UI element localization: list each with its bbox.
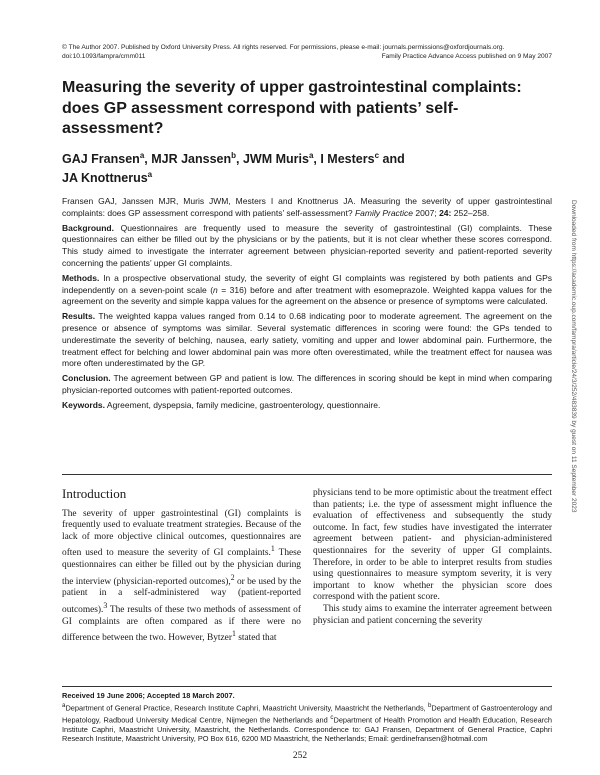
citation-pages: 252–258.	[453, 207, 490, 218]
body-column-left	[62, 488, 301, 645]
citation-volume: 24:	[439, 207, 452, 218]
author-affiliation-mark: a	[308, 151, 314, 160]
advance-access-note: Family Practice Advance Access published on 9 May 2007	[381, 53, 552, 60]
author-affiliation-mark: a	[147, 170, 153, 180]
section-heading: Introduction	[62, 486, 127, 501]
paragraph	[62, 509, 301, 645]
affiliation-mark: a	[62, 701, 66, 709]
reference-mark[interactable]: 2	[230, 572, 235, 582]
reference-mark[interactable]: 3	[103, 601, 108, 610]
section-text: The agreement between GP and patient is low. The differences in scoring should be kept in mind when comparing physician-reported outcomes with patient-reported outcomes.	[62, 373, 552, 395]
paragraph-text: stated that	[235, 633, 277, 644]
author-name: MJR Janssen	[151, 152, 232, 167]
author-name: JA Knottnerus	[62, 171, 148, 186]
divider	[62, 686, 552, 687]
section-text: = 316) before and after treatment with esomeprazole. Weighted kappa values for the agreement on the severity and simple kappa values for the agreement on the absence or presence of symptoms were calculated.	[62, 284, 552, 307]
section-label: Keywords.	[62, 399, 105, 410]
abstract	[62, 196, 552, 415]
abstract-background	[62, 223, 552, 270]
sample-size-symbol: n	[213, 284, 218, 295]
download-watermark-text: Downloaded from https://academic.oup.com/fampra/article/24/3/252/483839 by guest on 11 September 2023	[570, 200, 577, 513]
abstract-keywords	[62, 400, 552, 412]
body-column-right	[313, 488, 552, 627]
paragraph: physicians tend to be more optimistic about the treatment effect than patients; i.e. the type of assessment might influence the evaluation of effectiveness and subsequently the study outcome. In fact, few studies have investigated the interrater agreement between patient- and physician-administered questionnaires for the severity of upper GI complaints. Therefore, in order to be able to interpret results from studies using questionnaires to measure symptom severity, it is very important to know whether the physician score does correspond with the patient score.	[313, 488, 552, 603]
reference-mark[interactable]: 1	[270, 544, 275, 554]
citation-journal: Family Practice	[354, 207, 414, 218]
author-name: JWM Muris	[242, 152, 309, 167]
section-label: Conclusion.	[62, 373, 111, 384]
header-meta	[62, 53, 552, 62]
author-list: GAJ Fransen$^a$, MJR Janssen$^b$, JWM Muris$^a$, I Mesters$^c$ and JA Knottnerus$^a$	[62, 151, 405, 186]
copyright-line: © The Author 2007. Published by Oxford University Press. All rights reserved. For permissions, please e-mail: journals.permissions@oxfordjournals.org.	[62, 44, 505, 51]
paragraph: This study aims to examine the interrater agreement between physician and patient concerning the severity	[313, 603, 552, 626]
page-number: 252	[292, 751, 308, 761]
download-watermark	[567, 200, 579, 590]
doi-link[interactable]: doi:10.1093/fampra/cmm011	[62, 53, 146, 60]
section-label: Results.	[62, 311, 96, 322]
reference-mark[interactable]: 1	[231, 629, 236, 639]
citation-text: Fransen GAJ, Janssen MJR, Muris JWM, Mesters I and Knottnerus JA. Measuring the severity of upper gastrointestinal complaints: does GP assessment correspond with patients’ self-assessment?	[62, 196, 552, 218]
received-dates: Received 19 June 2006; Accepted 18 March 2007.	[62, 691, 235, 700]
affiliation-mark: b	[427, 701, 432, 709]
section-text: In a prospective observational study, the severity of eight GI complaints was registered by both patients and GPs independently on a seven-point scale (	[62, 272, 552, 295]
author-affiliation-mark: b	[231, 151, 237, 160]
citation	[62, 196, 552, 220]
affiliation-text: Department of Health Promotion and Health Education, Research Institute Caphri, Maastricht University, Maastricht, the Netherlands. Correspondence to: GAJ Fransen, Department of General Practice, Caphri Research Institute, Maastricht University, PO Box 616, 6200 MD Maastricht, the Netherlands; Email: gerdinefransen@hotmail.com	[62, 715, 552, 744]
section-label: Background.	[62, 222, 114, 233]
paragraph-text: The results of these two methods of assessment of GI complaints are often compared as if there were no difference between the two. However, Bytzer	[62, 605, 301, 644]
author-affiliation-mark: c	[374, 151, 380, 160]
footnotes	[62, 691, 552, 744]
author-name: GAJ Fransen	[62, 152, 140, 167]
section-text: The weighted kappa values ranged from 0.14 to 0.68 indicating poor to moderate agreement. The agreement on the presence or absence of symptoms was similar. Several systematic differences in scoring were found: the GPs tended to underestimate the severity of belching, nausea, early satiety, vomiting and upper and lower abdominal pain. Furthermore, the treatment effect for belching and lower abdominal pain was more often overestimated, while the treatment effect for nausea was more often underestimated by the GP.	[62, 311, 552, 369]
author-name: I Mesters	[320, 152, 375, 167]
section-text: Questionnaires are frequently used to measure the severity of gastrointestinal (GI) complaints. These questionnaires can either be filled out by the physicians or by the patients, but it is not clear whether these scores correspond. This study aimed to investigate the interrater agreement between physician-reported severity and patient-reported severity concerning the patients’ upper GI complaints.	[62, 222, 552, 268]
abstract-methods	[62, 273, 552, 308]
affiliation-mark: c	[330, 713, 334, 721]
paragraph-text: These questionnaires can either be filled out by the physician during the interview (physician-reported outcomes),	[62, 548, 301, 587]
paragraph-text: or be used by the patient in a self-administered way (patient-reported outcomes).	[62, 576, 302, 616]
keywords-text: Agreement, dyspepsia, family medicine, gastroenterology, questionnaire.	[106, 399, 381, 410]
paragraph-text: The severity of upper gastrointestinal (GI) complaints is frequently used to evaluate treatment strategies. Because of the lack of more objective clinical outcomes, questionnaires are often used to measure the severity of GI complaints.	[62, 508, 301, 559]
abstract-conclusion	[62, 373, 552, 397]
author-affiliation-mark: a	[139, 151, 145, 160]
affiliation-text: Department of Gastroenterology and Hepatology, Radboud University Medical Centre, Nijmegen the Netherlands and	[62, 703, 552, 725]
article-title: Measuring the severity of upper gastrointestinal complaints: does GP assessment correspond with patients’ self-assessment?	[62, 79, 522, 137]
affiliations	[62, 701, 552, 744]
abstract-results	[62, 311, 552, 370]
section-label: Methods.	[62, 272, 100, 283]
divider	[62, 474, 552, 475]
citation-year: 2007;	[415, 207, 437, 218]
affiliation-text: Department of General Practice, Research Institute Caphri, Maastricht University, Maastricht the Netherlands,	[65, 703, 428, 713]
